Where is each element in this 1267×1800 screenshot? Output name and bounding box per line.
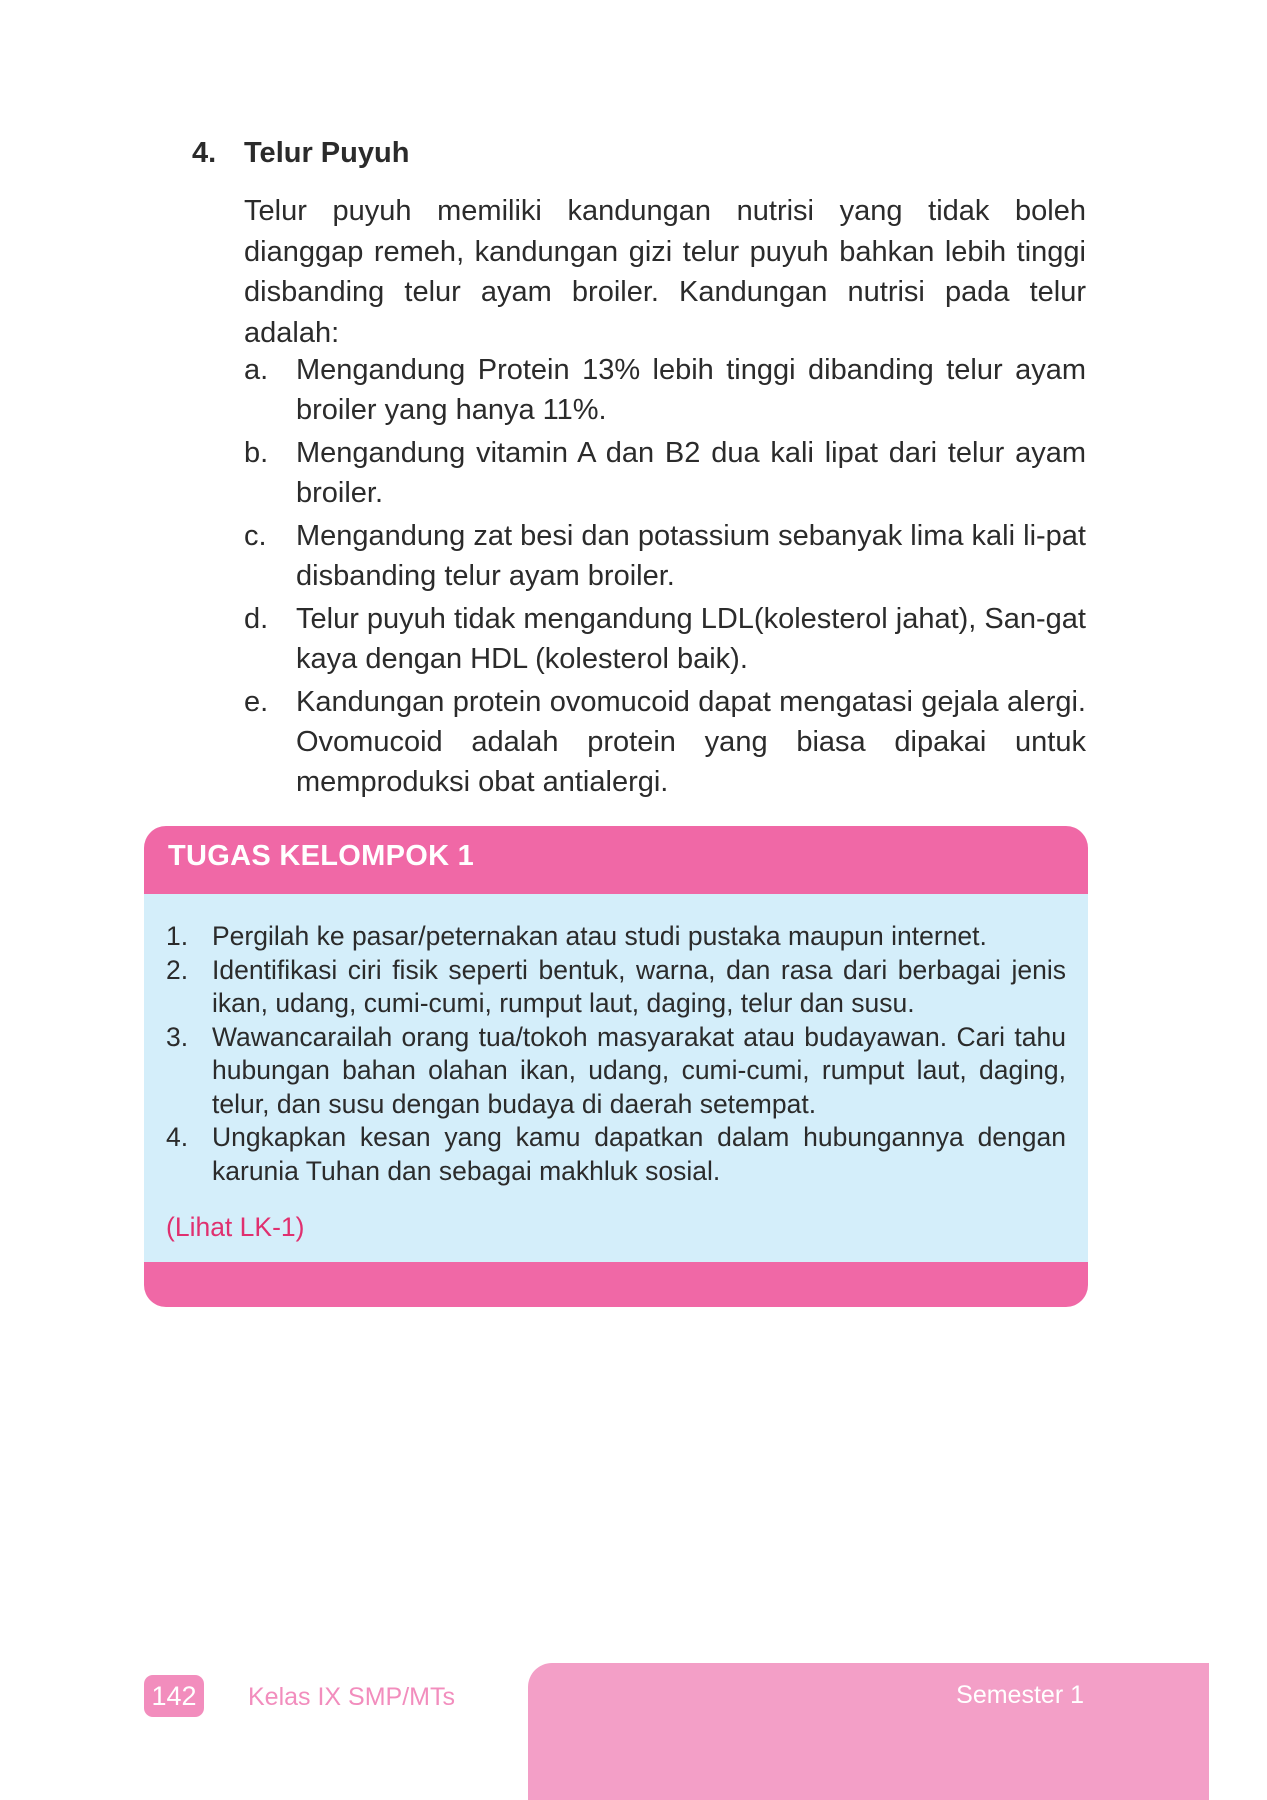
list-item — [244, 350, 1086, 430]
section-intro — [244, 191, 1086, 353]
task-item — [166, 1121, 1066, 1188]
task-reference: (Lihat LK-1) — [166, 1212, 305, 1242]
list-item — [244, 433, 1086, 513]
list-marker: c. — [244, 520, 267, 552]
list-marker: b. — [244, 437, 269, 469]
section-number: 4. — [192, 137, 217, 169]
semester-label: Semester 1 — [956, 1681, 1084, 1709]
task-item — [166, 1021, 1066, 1122]
list-marker: e. — [244, 686, 269, 718]
task-item — [166, 954, 1066, 1021]
task-marker: 2. — [166, 954, 189, 985]
list-item-text: Mengandung Protein 13% lebih tinggi dibanding telur ayam broiler yang hanya 11%. — [296, 354, 1086, 426]
intro-paragraph: Telur puyuh memiliki kandungan nutrisi yang tidak boleh dianggap remeh, kandungan gizi telur puyuh bahkan lebih tinggi disbanding telur ayam broiler. Kandungan nutrisi pada telur adalah: — [244, 195, 1086, 349]
class-label: Kelas IX SMP/MTs — [248, 1683, 455, 1711]
footer-panel — [528, 1663, 1209, 1800]
task-item-text: Wawancarailah orang tua/tokoh masyarakat atau budayawan. Cari tahu hubungan bahan olahan ikan, udang, cumi-cumi, rumput laut, daging, telur, dan susu dengan budaya di daerah setempat. — [212, 1021, 1066, 1119]
list-marker: a. — [244, 354, 269, 386]
section-heading — [192, 137, 409, 170]
task-box — [144, 826, 1088, 1307]
task-item-text: Ungkapkan kesan yang kamu dapatkan dalam hubungannya dengan karunia Tuhan dan sebagai makhluk sosial. — [212, 1122, 1066, 1186]
list-item — [244, 682, 1086, 802]
task-title: TUGAS KELOMPOK 1 — [168, 840, 475, 872]
nutrient-list — [244, 350, 1086, 805]
list-marker: d. — [244, 603, 269, 635]
task-marker: 4. — [166, 1122, 189, 1152]
section-title: Telur Puyuh — [244, 137, 410, 169]
task-item — [166, 920, 1066, 954]
task-item-text: Pergilah ke pasar/peternakan atau studi pustaka maupun internet. — [212, 921, 987, 951]
list-item-text: Kandungan protein ovomucoid dapat mengatasi gejala alergi. Ovomucoid adalah protein yang biasa dipakai untuk memproduksi obat antialergi. — [296, 686, 1086, 798]
list-item-text: Telur puyuh tidak mengandung LDL(kolesterol jahat), San-gat kaya dengan HDL (kolesterol baik). — [296, 603, 1086, 675]
task-list — [166, 920, 1066, 1188]
list-item-text: Mengandung zat besi dan potassium sebanyak lima kali li-pat disbanding telur ayam broiler. — [296, 520, 1086, 592]
task-item-text: Identifikasi ciri fisik seperti bentuk, warna, dan rasa dari berbagai jenis ikan, udang, cumi-cumi, rumput laut, daging, telur dan susu. — [212, 954, 1066, 1018]
task-marker: 3. — [166, 1021, 189, 1052]
list-item — [244, 599, 1086, 679]
list-item-text: Mengandung vitamin A dan B2 dua kali lipat dari telur ayam broiler. — [296, 437, 1086, 509]
page-number-badge: 142 — [144, 1675, 204, 1717]
task-panel — [144, 894, 1088, 1262]
list-item — [244, 516, 1086, 596]
task-marker: 1. — [166, 921, 189, 951]
